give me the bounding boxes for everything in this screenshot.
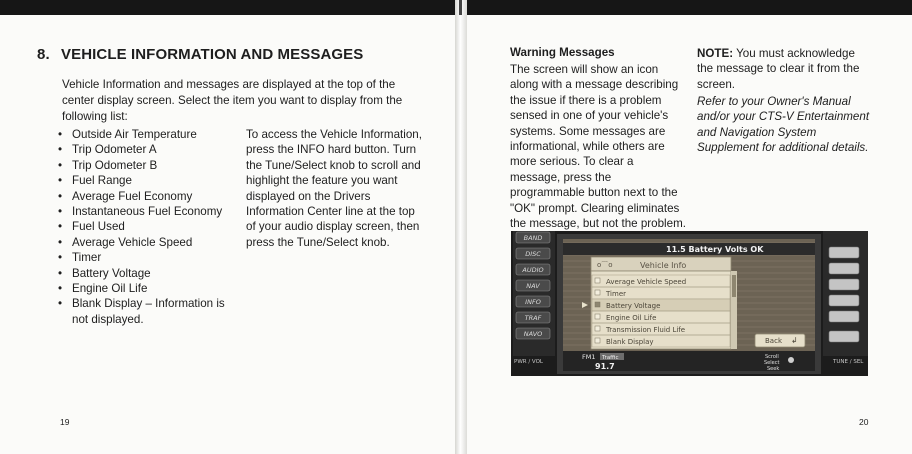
list-item: • Average Fuel Economy [58,189,238,204]
traffic-indicator: Traffic [602,355,619,361]
page-number-left: 19 [60,417,70,427]
list-item: • Average Vehicle Speed [58,235,238,250]
band-display: FM1 [582,353,596,361]
info-label: INFO [525,298,541,306]
list-item: • Fuel Range [58,173,238,188]
warning-heading: Warning Messages [510,46,615,59]
access-instructions: To access the Vehicle Information, press the INFO hard button. Turn the Tune/Select knob to scroll and highlight the feature you want displayed on the Drivers Information Center line at the top of your audio display screen, then press the Tune/Select knob. [246,128,422,249]
intro-paragraph: Vehicle Information and messages are displayed at the top of the center display screen. Select the item you want to display from the following list: [62,78,403,123]
frequency-display: 91.7 [595,362,615,371]
note-paragraph [697,46,872,92]
programmable-button-4[interactable] [829,295,859,306]
section-heading [37,46,363,63]
programmable-button-3[interactable] [829,279,859,290]
list-item: • Battery Voltage [58,266,238,281]
list-item: • Blank Display – Information is not displayed. [58,296,238,327]
checkbox-checked [595,302,600,307]
menu-scrollbar[interactable] [732,275,736,297]
page-number-right: 20 [859,417,869,427]
pwr-vol-label: PWR / VOL [514,359,543,365]
menu-item-label: Engine Oil Life [606,314,657,322]
list-item: • Trip Odometer A [58,142,238,157]
list-item: • Engine Oil Life [58,281,238,296]
note-label: NOTE: [697,47,734,60]
car-icon: o⌒o [597,261,613,269]
menu-item-label: Transmission Fluid Life [606,326,686,334]
scroll-label: Scroll [765,354,779,360]
back-label: Back [765,337,782,345]
menu-title: Vehicle Info [640,261,687,270]
programmable-button-6[interactable] [829,331,859,342]
list-item: • Trip Odometer B [58,158,238,173]
traffic-button-label: TRAF [524,314,542,322]
radio-screen-photo [511,231,868,376]
programmable-button-2[interactable] [829,263,859,274]
audio-label: AUDIO [522,266,544,274]
vehicle-info-list [58,127,238,327]
menu-item-label: Average Vehicle Speed [606,278,687,286]
select-label: Select [764,360,780,366]
navo-label: NAVO [523,330,543,338]
menu-item-label: Timer [606,290,627,298]
menu-item-label: Battery Voltage [606,302,661,310]
disc-label: DISC [525,250,541,258]
spine-shadow [459,0,462,15]
book-spine [455,0,467,454]
programmable-button-5[interactable] [829,311,859,322]
band-label: BAND [523,234,543,242]
section-number: 8. [37,46,50,63]
list-item: • Outside Air Temperature [58,127,238,142]
note-text: You must acknowledge the message to clear it from the screen. [697,47,860,91]
list-item: • Instantaneous Fuel Economy [58,204,238,219]
warning-paragraph: The screen will show an icon along with a message describing the issue if there is a problem sensed in one of your vehicle's systems. Some messages are informational, while others are more serious. To clear a message, press the programmable button next to the "OK" prompt. Clearing eliminates the message, but not the problem. [510,63,686,231]
seek-label: Seek [767,366,780,372]
refer-paragraph: Refer to your Owner's Manual and/or your CTS-V Entertainment and Navigation System Supplement for additional details. [697,95,870,155]
nav-label: NAV [526,282,540,290]
back-arrow-icon: ↲ [791,336,798,345]
scroll-knob-icon [788,357,794,363]
tune-sel-label: TUNE / SEL [833,359,864,365]
list-item: • Timer [58,250,238,265]
list-item: • Fuel Used [58,219,238,234]
status-message: 11.5 Battery Volts OK [666,245,764,254]
programmable-button-1[interactable] [829,247,859,258]
menu-item-label: Blank Display [606,338,654,346]
section-title: VEHICLE INFORMATION AND MESSAGES [61,46,364,63]
